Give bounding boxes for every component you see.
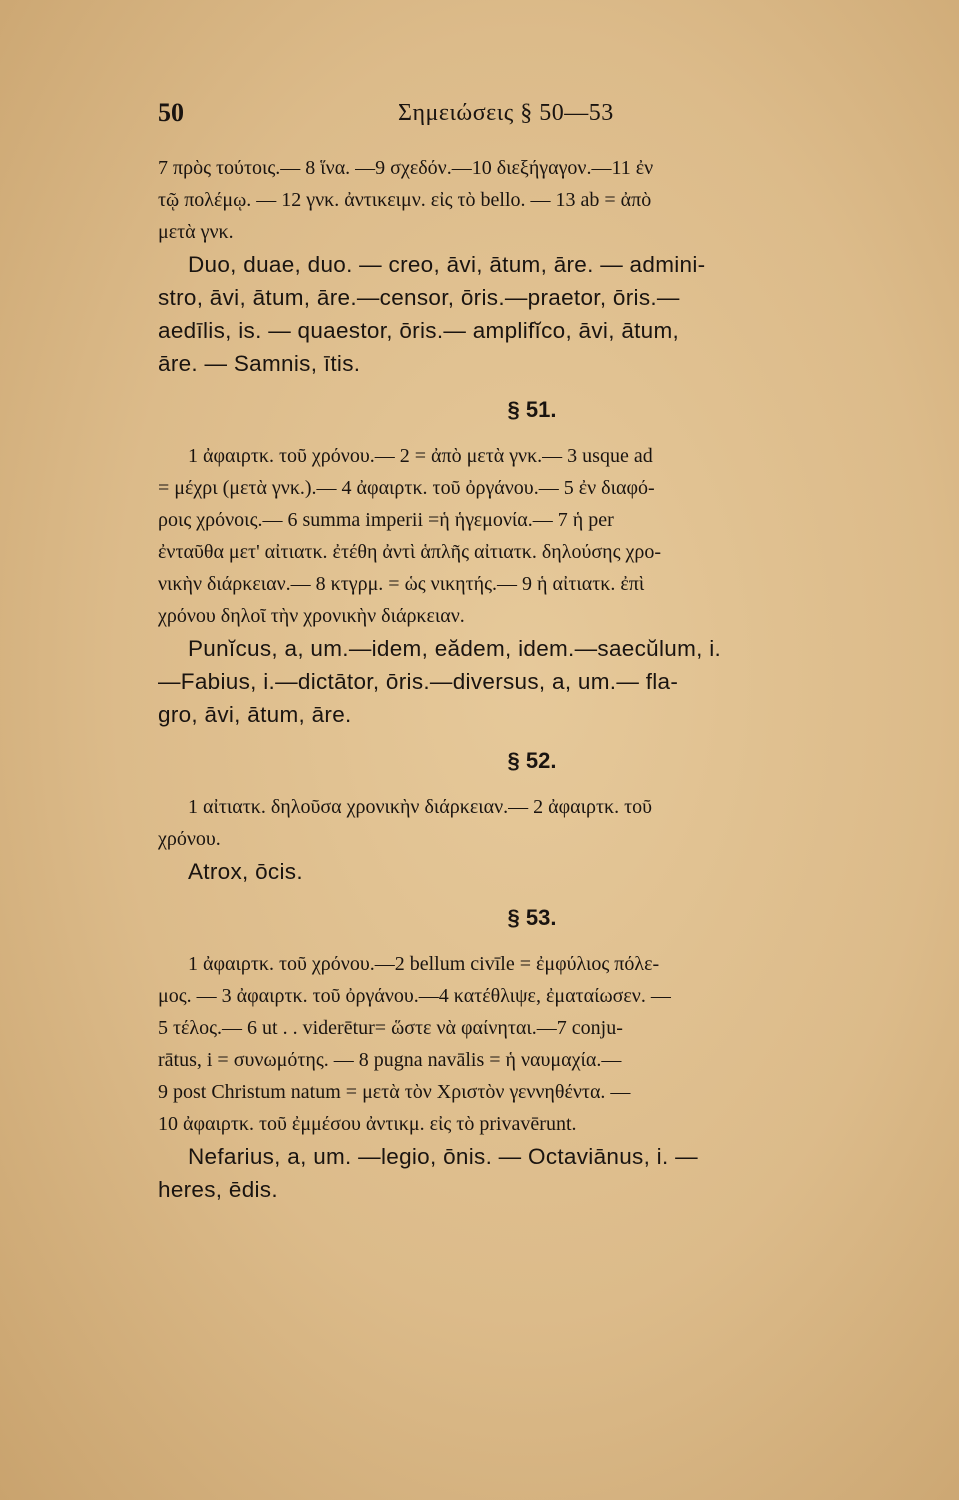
vocab-line: Punĭcus, a, um.—idem, eădem, idem.—saecŭlum, i. [188, 636, 722, 661]
section-51-notes [158, 440, 876, 632]
note-line: = μέχρι (μετὰ γνκ.).— 4 ἀφαιρτκ. τοῦ ὀργάνου.— 5 ἐν διαφό- [158, 477, 655, 499]
note-line: 10 ἀφαιρτκ. τοῦ ἐμμέσου ἀντικμ. εἰς τὸ privavērunt. [158, 1113, 577, 1135]
section-50-vocabulary [158, 248, 876, 380]
section-heading-52: § 52. [507, 748, 557, 773]
page-number: 50 [158, 98, 184, 127]
section-52-notes [158, 791, 876, 855]
vocab-line: āre. — Samnis, ītis. [158, 351, 361, 376]
vocab-line: Nefarius, a, um. —legio, ōnis. — Octaviānus, i. — [188, 1144, 698, 1169]
section-50-notes [158, 152, 876, 248]
section-52-vocabulary [158, 855, 876, 888]
section-51-vocabulary [158, 632, 876, 731]
note-line: μος. — 3 ἀφαιρτκ. τοῦ ὀργάνου.—4 κατέθλιψε, ἐματαίωσεν. — [158, 985, 671, 1007]
vocab-line: Atrox, ōcis. [188, 859, 303, 884]
vocab-line: Duo, duae, duo. — creo, āvi, ātum, āre. — admini- [188, 252, 706, 277]
note-line: ἐνταῦθα μετ' αἰτιατκ. ἐτέθη ἀντὶ ἁπλῆς αἰτιατκ. δηλούσης χρο- [158, 541, 662, 563]
note-line: νικὴν διάρκειαν.— 8 κτγρμ. = ὡς νικητής.— 9 ἡ αἰτιατκ. ἐπὶ [158, 573, 645, 595]
note-line: μετὰ γνκ. [158, 221, 234, 243]
vocab-line: heres, ēdis. [158, 1177, 278, 1202]
note-line: τῷ πολέμῳ. — 12 γνκ. ἀντικειμν. εἰς τὸ bello. — 13 ab = ἀπὸ [158, 189, 652, 211]
note-line: ροις χρόνοις.— 6 summa imperii =ἡ ἡγεμονία.— 7 ἡ per [158, 509, 614, 531]
note-line: 9 post Christum natum = μετὰ τὸν Χριστὸν γεννηθέντα. — [158, 1081, 631, 1103]
vocab-line: stro, āvi, ātum, āre.—censor, ōris.—praetor, ōris.— [158, 285, 680, 310]
page-header [158, 98, 863, 138]
section-heading-53: § 53. [507, 905, 557, 930]
running-head: Σημειώσεις § 50—53 [398, 100, 614, 126]
note-line: χρόνου δηλοῖ τὴν χρονικὴν διάρκειαν. [158, 605, 465, 627]
note-line: 5 τέλος.— 6 ut . . viderētur= ὥστε νὰ φαίνηται.—7 conju- [158, 1017, 623, 1039]
note-line: 1 ἀφαιρτκ. τοῦ χρόνου.—2 bellum civīle = ἐμφύλιος πόλε- [188, 953, 660, 975]
note-line: 1 ἀφαιρτκ. τοῦ χρόνου.— 2 = ἀπὸ μετὰ γνκ.— 3 usque ad [188, 445, 653, 467]
section-53-notes [158, 948, 876, 1140]
note-line: χρόνου. [158, 828, 221, 850]
section-53-vocabulary [158, 1140, 876, 1206]
note-line: 1 αἰτιατκ. δηλοῦσα χρονικὴν διάρκειαν.— 2 ἀφαιρτκ. τοῦ [188, 796, 653, 818]
vocab-line: gro, āvi, ātum, āre. [158, 702, 352, 727]
vocab-line: aedīlis, is. — quaestor, ōris.— amplifĭco, āvi, ātum, [158, 318, 680, 343]
page-body [158, 152, 876, 1206]
section-heading-51: § 51. [507, 397, 557, 422]
note-line: 7 πρὸς τούτοις.— 8 ἵνα. —9 σχεδόν.—10 διεξήγαγον.—11 ἐν [158, 157, 654, 179]
note-line: rātus, i = συνωμότης. — 8 pugna navālis = ἡ ναυμαχία.— [158, 1049, 622, 1071]
vocab-line: —Fabius, i.—dictātor, ōris.—diversus, a, um.— fla- [158, 669, 679, 694]
